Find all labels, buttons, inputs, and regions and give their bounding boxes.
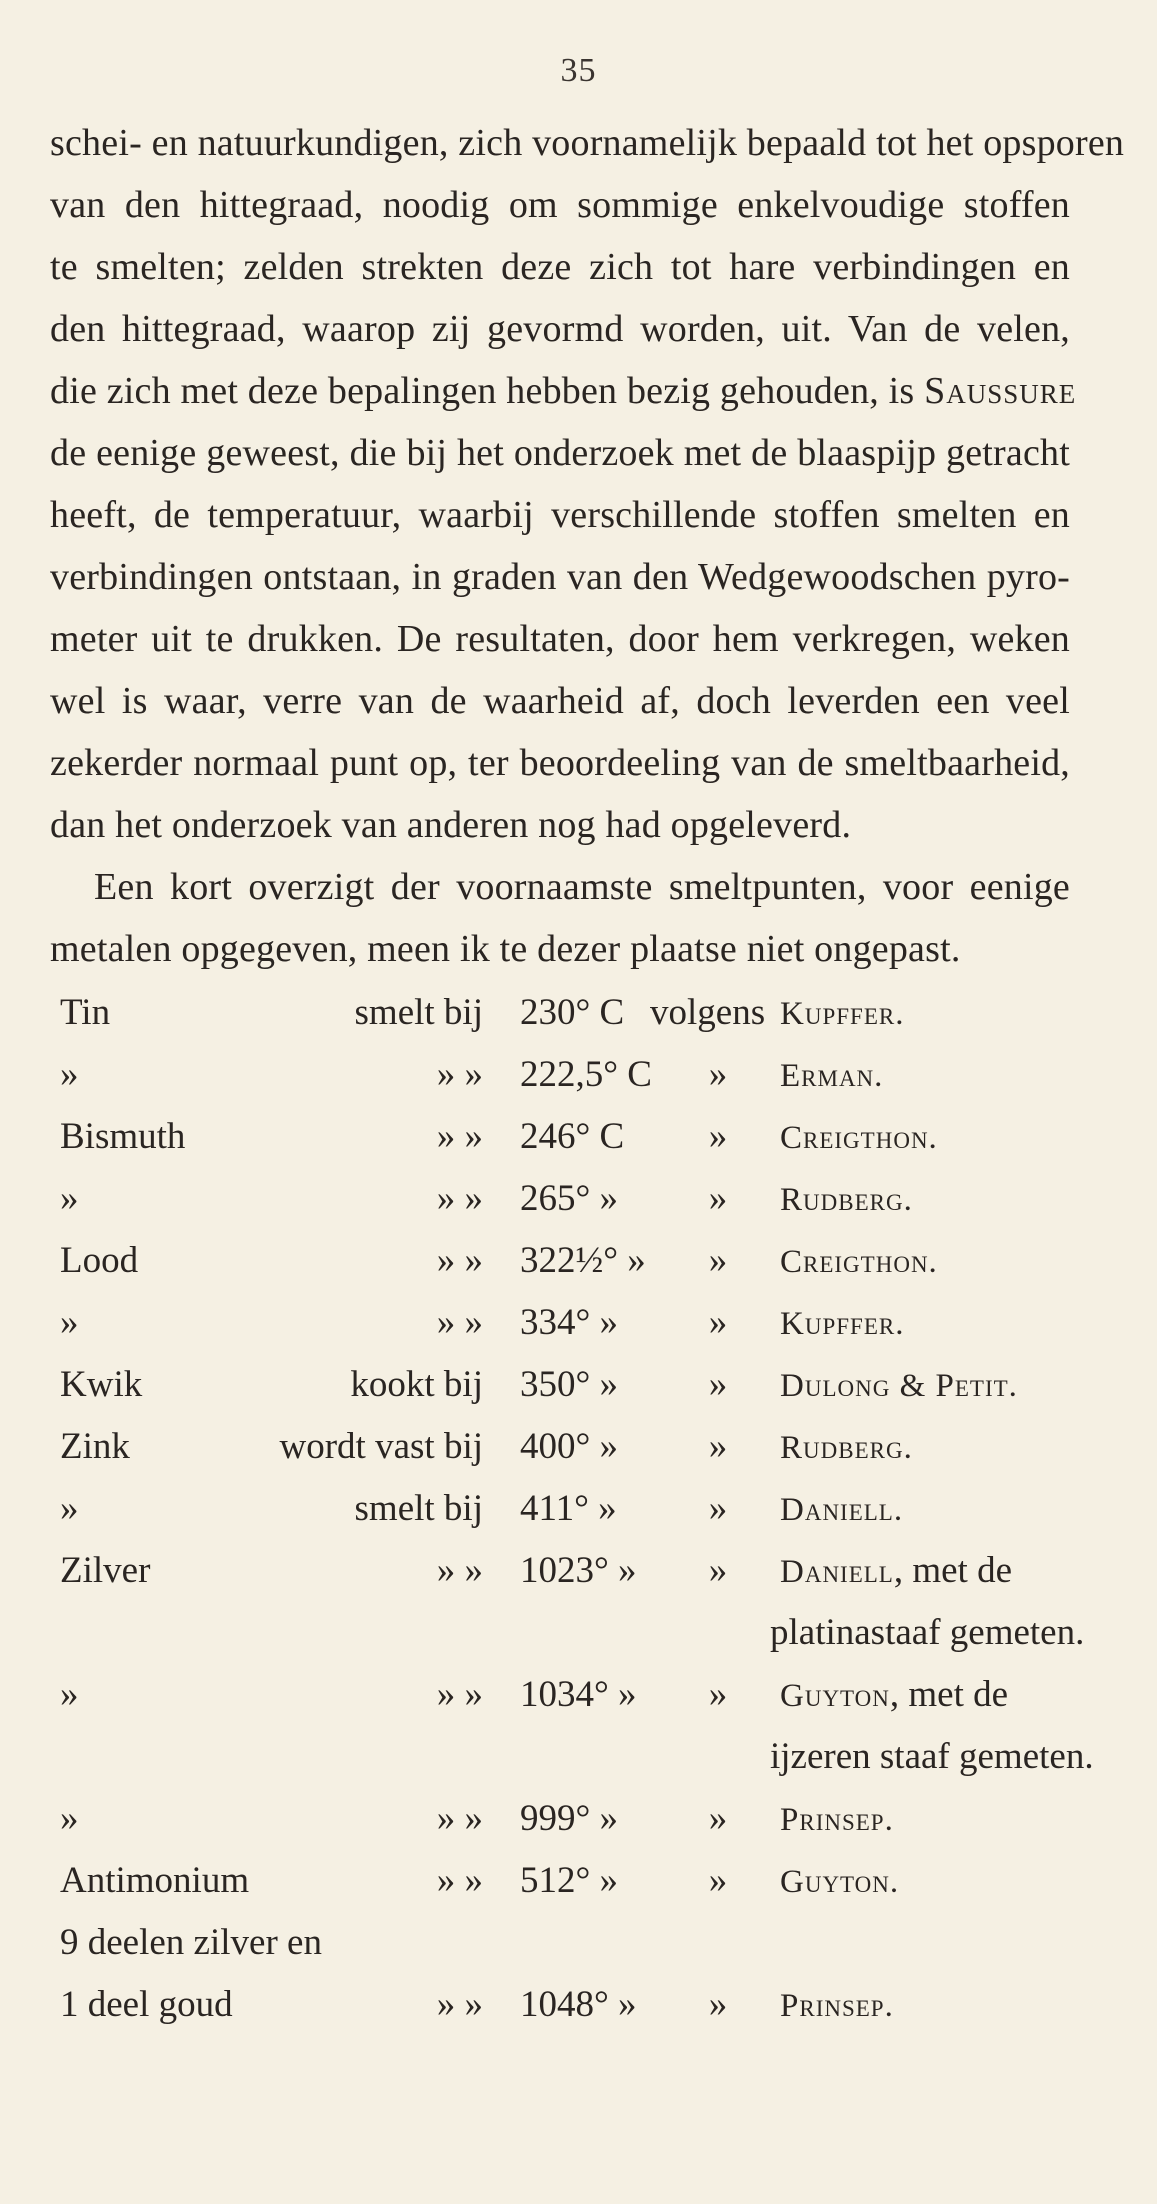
source-cell: » [708,1984,728,2025]
table-row [0,1850,1157,1912]
author-note: ijzeren staaf gemeten. [770,1736,1094,1777]
text-run: te smelten; zelden strekten deze zich tot hare verbindingen en [50,246,1070,288]
table-row [0,1416,1157,1478]
text-run: schei- en natuurkundigen, zich voornamelijk bepaald tot het opsporen [50,122,1125,164]
substance-cell: » [60,1674,79,1715]
author-cell [780,982,904,1045]
substance-cell: Kwik [60,1364,143,1405]
author-note: , met de [893,1550,1013,1591]
text-line [50,918,1070,980]
author-cell [780,1354,1018,1417]
verb-cell: » » [436,1116,483,1157]
source-cell: » [708,1178,728,1219]
text-line [50,546,1070,608]
text-run: die zich met deze bepalingen hebben bezig gehouden, is [50,370,925,412]
author-name: Daniell. [780,1492,904,1528]
substance-cell: Bismuth [60,1116,186,1157]
author-cell [780,1850,899,1913]
temperature-cell: 222,5° C [520,1054,652,1095]
table-row [0,1788,1157,1850]
author-cell [780,1230,938,1293]
author-cell [780,1044,883,1107]
page-number: 35 [560,52,597,89]
author-cell [780,1974,894,2037]
source-cell: » [708,1240,728,1281]
author-cell [780,1168,913,1231]
author-name: Prinsep. [780,1988,894,2024]
verb-cell: » » [436,1984,483,2025]
source-cell: » [708,1426,728,1467]
text-run: heeft, de temperatuur, waarbij verschillende stoffen smelten en [50,494,1070,536]
temperature-cell: 999° » [520,1798,619,1839]
temperature-cell: 400° » [520,1426,619,1467]
author-name: Creigthon. [780,1244,938,1280]
substance-cell: 9 deelen zilver en [60,1922,322,1963]
source-cell: » [708,1674,728,1715]
source-cell: volgens [650,992,766,1033]
text-run: verbindingen ontstaan, in graden van den Wedgewoodschen pyro- [50,556,1070,598]
substance-cell: Antimonium [60,1860,250,1901]
text-line [50,670,1070,732]
text-line [50,794,1070,856]
author-cell [780,1106,938,1169]
verb-cell: » » [436,1550,483,1591]
substance-cell: Zink [60,1426,130,1467]
author-name: Prinsep. [780,1802,894,1838]
verb-cell: » » [436,1054,483,1095]
author-cell [780,1540,1012,1603]
author-name: Erman. [780,1058,884,1094]
text-line [50,608,1070,670]
temperature-cell: 1048° » [520,1984,637,2025]
table-row [0,1230,1157,1292]
table-row [0,1044,1157,1106]
text-run: de eenige geweest, die bij het onderzoek met de blaaspijp getracht [50,432,1070,474]
melting-point-table [0,982,1157,2036]
source-cell: » [708,1798,728,1839]
table-row [0,1540,1157,1602]
temperature-cell: 322½° » [520,1240,646,1281]
text-line [50,174,1070,236]
table-row [0,1912,1157,1974]
verb-cell: » » [436,1860,483,1901]
table-row [0,1664,1157,1726]
temperature-cell: 411° » [520,1488,617,1529]
author-name: Kupffer. [780,996,905,1032]
temperature-cell: 265° » [520,1178,619,1219]
author-cell [780,1478,903,1541]
source-cell: » [708,1116,728,1157]
source-cell: » [708,1364,728,1405]
text-run: meter uit te drukken. De resultaten, door hem verkregen, weken [50,618,1070,660]
table-row [0,982,1157,1044]
author-name: Saussure [924,370,1077,412]
substance-cell: Zilver [60,1550,151,1591]
source-cell: » [708,1488,728,1529]
author-name: Guyton [780,1678,890,1714]
author-name: Rudberg. [780,1430,913,1466]
author-cell [780,1788,894,1851]
table-row [0,1168,1157,1230]
text-line [50,856,1070,918]
author-name: Guyton. [780,1864,900,1900]
verb-cell: wordt vast bij [279,1426,483,1467]
table-row [0,1106,1157,1168]
verb-cell: » » [436,1674,483,1715]
verb-cell: smelt bij [354,1488,483,1529]
author-cell [770,1726,1094,1788]
text-run: dan het onderzoek van anderen nog had opgeleverd. [50,804,852,846]
table-row [0,1292,1157,1354]
author-name: Rudberg. [780,1182,913,1218]
verb-cell: smelt bij [354,992,483,1033]
author-name: Kupffer. [780,1306,905,1342]
author-cell [780,1416,913,1479]
temperature-cell: 1023° » [520,1550,637,1591]
text-line [50,422,1070,484]
text-line [50,732,1070,794]
body-text [50,112,1125,980]
table-row [0,1354,1157,1416]
text-line [50,360,1077,422]
substance-cell: » [60,1302,79,1343]
source-cell: » [708,1054,728,1095]
author-name: Daniell [780,1554,894,1590]
text-line [50,112,1125,174]
verb-cell: » » [436,1178,483,1219]
text-line [50,298,1070,360]
temperature-cell: 334° » [520,1302,619,1343]
substance-cell: 1 deel goud [60,1984,233,2025]
table-row [0,1478,1157,1540]
verb-cell: » » [436,1302,483,1343]
temperature-cell: 512° » [520,1860,619,1901]
source-cell: » [708,1860,728,1901]
temperature-cell: 230° C [520,992,625,1033]
text-run: van den hittegraad, noodig om sommige enkelvoudige stoffen [50,184,1070,226]
author-name: Creigthon. [780,1120,938,1156]
substance-cell: » [60,1178,79,1219]
table-row [0,1602,1157,1664]
author-note: , met de [889,1674,1009,1715]
text-run: metalen opgegeven, meen ik te dezer plaatse niet ongepast. [50,928,961,970]
substance-cell: Lood [60,1240,139,1281]
text-line [50,484,1070,546]
text-run: wel is waar, verre van de waarheid af, doch leverden een veel [50,680,1070,722]
substance-cell: Tin [60,992,111,1033]
author-cell [780,1664,1008,1727]
author-cell [780,1292,904,1355]
verb-cell: » » [436,1798,483,1839]
substance-cell: » [60,1054,79,1095]
table-row [0,1726,1157,1788]
substance-cell: » [60,1488,79,1529]
table-row [0,1974,1157,2036]
author-cell [770,1602,1084,1664]
source-cell: » [708,1302,728,1343]
substance-cell: » [60,1798,79,1839]
text-run: Een kort overzigt der voornaamste smeltpunten, voor eenige [94,866,1070,908]
text-run: den hittegraad, waarop zij gevormd worden, uit. Van de velen, [50,308,1070,350]
temperature-cell: 246° C [520,1116,625,1157]
text-line [50,236,1070,298]
verb-cell: kookt bij [350,1364,483,1405]
text-run: zekerder normaal punt op, ter beoordeeling van de smeltbaarheid, [50,742,1070,784]
temperature-cell: 350° » [520,1364,619,1405]
author-name: Dulong & Petit. [780,1368,1018,1404]
temperature-cell: 1034° » [520,1674,637,1715]
source-cell: » [708,1550,728,1591]
author-note: platinastaaf gemeten. [770,1612,1085,1653]
verb-cell: » » [436,1240,483,1281]
